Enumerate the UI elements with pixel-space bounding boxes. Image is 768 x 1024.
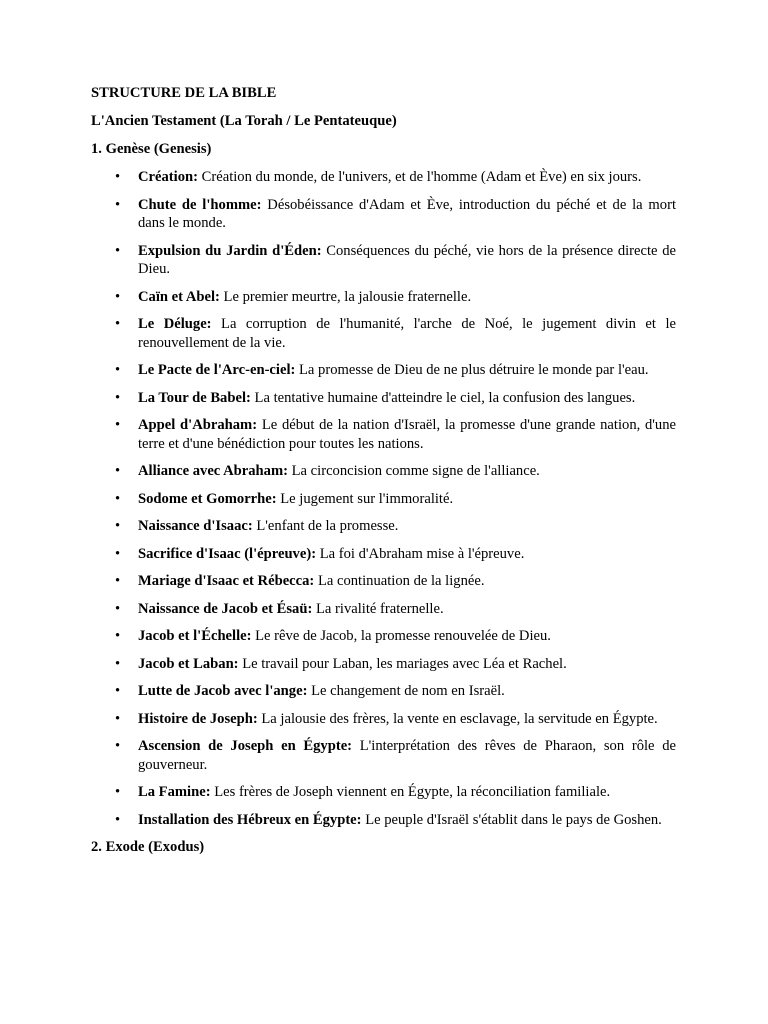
topic-term: Installation des Hébreux en Égypte: [138,811,362,828]
bullet-icon: • [115,600,121,617]
topic-description: La corruption de l'humanité, l'arche de Noé, le jugement divin et le renouvellement de la vie. [138,316,676,351]
topic-description: La jalousie des frères, la vente en esclavage, la servitude en Égypte. [261,710,658,727]
list-item [91,655,676,674]
topic-term: Histoire de Joseph: [138,710,258,727]
topic-term: Expulsion du Jardin d'Éden: [138,242,322,259]
list-item [91,389,676,408]
section-heading: L'Ancien Testament (La Torah / Le Pentateuque) [91,113,397,129]
list-item [91,545,676,564]
topic-description: Le peuple d'Israël s'établit dans le pays de Goshen. [365,811,662,828]
topic-description: Conséquences du péché, vie hors de la présence directe de Dieu. [138,242,676,277]
topic-description: La tentative humaine d'atteindre le ciel, la confusion des langues. [254,389,636,406]
bullet-icon: • [115,463,121,479]
bullet-icon: • [115,738,121,754]
topic-term: Mariage d'Isaac et Rébecca: [138,573,315,589]
topic-description: L'interprétation des rêves de Pharaon, son rôle de gouverneur. [138,738,677,773]
topic-term: Appel d'Abraham: [138,417,258,433]
list-item [91,783,676,802]
topic-description: Le travail pour Laban, les mariages avec Léa et Rachel. [242,655,567,672]
list-item [91,168,676,187]
genesis-topic-list [91,168,676,829]
list-item [91,682,676,701]
list-item [91,572,676,591]
topic-description: Le jugement sur l'immoralité. [280,490,454,507]
topic-description: La continuation de la lignée. [317,573,485,589]
list-item [91,196,676,233]
bullet-icon: • [115,389,121,406]
topic-description: Désobéissance d'Adam et Ève, introduction du péché et de la mort dans le monde. [138,196,676,231]
list-item [91,600,676,619]
list-item [91,737,676,774]
bullet-icon: • [115,784,121,800]
topic-term: Le Pacte de l'Arc-en-ciel: [138,362,296,378]
bullet-icon: • [115,545,121,562]
bullet-icon: • [115,362,121,378]
bullet-icon: • [115,573,121,589]
bullet-icon: • [115,628,121,644]
topic-term: Jacob et l'Échelle: [138,628,252,644]
topic-description: Création du monde, de l'univers, et de l'homme (Adam et Ève) en six jours. [201,169,642,185]
topic-description: La promesse de Dieu de ne plus détruire le monde par l'eau. [299,362,649,378]
topic-term: Caïn et Abel: [138,288,220,305]
topic-description: Les frères de Joseph viennent en Égypte, la réconciliation familiale. [214,784,611,800]
list-item [91,490,676,509]
bullet-icon: • [115,417,121,433]
topic-term: La Tour de Babel: [138,389,251,406]
topic-term: Alliance avec Abraham: [138,463,288,479]
topic-term: La Famine: [138,784,211,800]
book-heading-genesis: 1. Genèse (Genesis) [91,141,212,157]
list-item [91,288,676,307]
topic-description: Le premier meurtre, la jalousie fraternelle. [223,288,472,305]
topic-term: Le Déluge: [138,316,212,332]
topic-term: Création: [138,169,198,185]
list-item [91,242,676,279]
bullet-icon: • [115,518,121,534]
topic-term: Naissance d'Isaac: [138,518,253,534]
list-item [91,361,676,380]
document-page [91,84,676,866]
topic-term: Jacob et Laban: [138,655,239,672]
book-heading-exodus: 2. Exode (Exodus) [91,839,205,855]
topic-description: Le rêve de Jacob, la promesse renouvelée de Dieu. [255,628,551,644]
list-item [91,462,676,481]
topic-description: L'enfant de la promesse. [256,518,399,534]
topic-description: La circoncision comme signe de l'alliance. [291,463,540,479]
topic-description: Le changement de nom en Israël. [311,683,505,699]
list-item [91,416,676,453]
bullet-icon: • [115,811,121,828]
bullet-icon: • [115,242,121,259]
list-item [91,811,676,830]
bullet-icon: • [115,655,121,672]
bullet-icon: • [115,710,121,727]
document-title: STRUCTURE DE LA BIBLE [91,85,277,101]
bullet-icon: • [115,288,121,305]
bullet-icon: • [115,316,121,332]
topic-term: Naissance de Jacob et Ésaü: [138,600,313,617]
topic-term: Sacrifice d'Isaac (l'épreuve): [138,545,317,562]
list-item [91,710,676,729]
topic-term: Ascension de Joseph en Égypte: [138,738,353,754]
bullet-icon: • [115,169,121,185]
topic-description: Le début de la nation d'Israël, la promesse d'une grande nation, d'une terre et d'une bénédiction pour toutes les nations. [138,417,676,452]
bullet-icon: • [115,490,121,507]
bullet-icon: • [115,683,121,699]
bullet-icon: • [115,196,121,213]
topic-description: La rivalité fraternelle. [315,600,444,617]
topic-term: Sodome et Gomorrhe: [138,490,277,507]
list-item [91,627,676,646]
topic-term: Chute de l'homme: [138,196,262,213]
list-item [91,517,676,536]
topic-description: La foi d'Abraham mise à l'épreuve. [319,545,525,562]
topic-term: Lutte de Jacob avec l'ange: [138,683,308,699]
list-item [91,315,676,352]
